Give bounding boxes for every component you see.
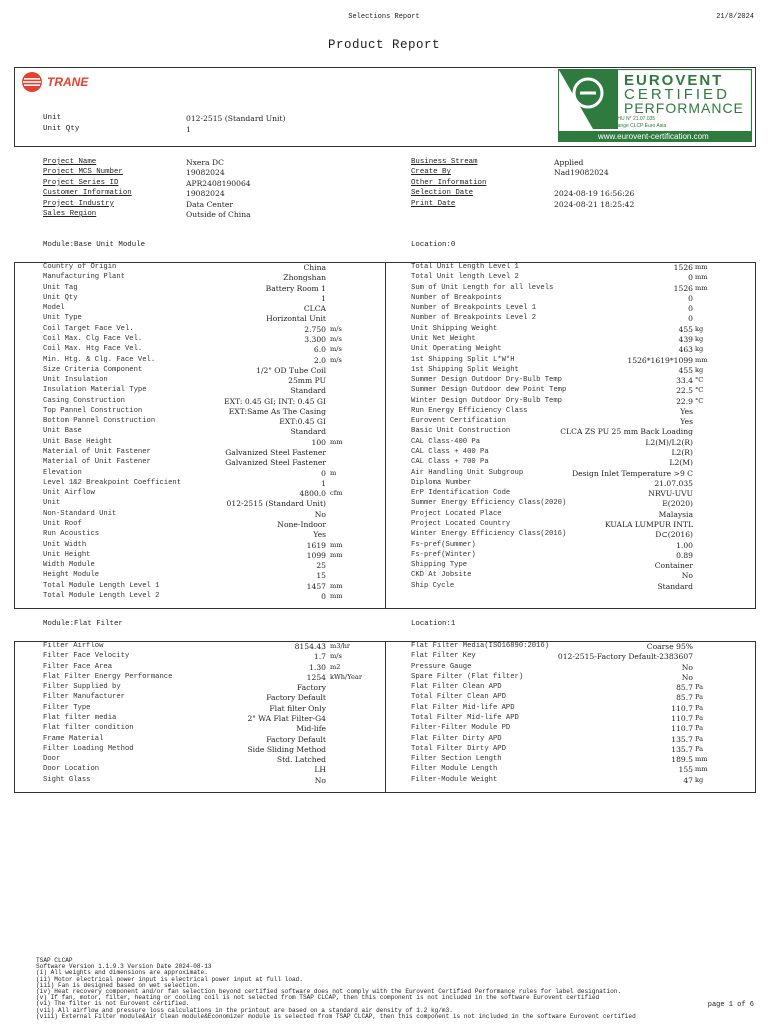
spec-label: Filter Airflow [43,642,104,650]
spec-label: Flat Filter Mid-life APD [411,703,515,712]
spec-value: 100 [311,437,326,447]
trane-logo [20,71,100,93]
spec-unit: Pa [695,683,704,692]
spec-value: Zhongshan [283,273,326,283]
spec-unit: cfm [330,489,343,498]
spec-unit: m/s [330,324,342,333]
spec-value: 33.4 [676,376,693,386]
spec-value: Yes [680,406,693,416]
spec-value: Std. Latched [276,755,326,765]
section-column-divider [385,262,386,609]
spec-label: Unit Width [43,540,87,549]
spec-label: Pressure Gauge [411,662,472,671]
spec-value: Factory [296,683,326,693]
spec-value: 1099 [306,550,326,560]
spec-label: Total Filter Clean APD [411,693,506,702]
spec-value: 0 [688,273,693,283]
spec-value: 1.7 [313,652,326,662]
spec-value: EXT:Same As The Casing [228,406,326,416]
spec-value: Malaysia [658,509,693,519]
spec-unit: mm [330,591,343,600]
spec-label: Unit Shipping Weight [411,324,498,333]
footer-note-line: TSAP CLCAP [36,957,73,964]
spec-value: 6.0 [313,345,326,355]
spec-value: 1526 [673,263,693,272]
spec-label: Filter Supplied by [43,683,121,692]
spec-label: Filter Loading Method [43,744,134,753]
spec-label: Air Handling Unit Subgroup [411,468,524,477]
spec-label: Non-Standard Unit [43,509,117,518]
spec-value: LH [314,765,326,775]
spec-value: L2(M) [669,458,693,468]
spec-value: 439 [678,334,693,344]
spec-value: Standard [657,581,693,591]
spec-value: No [681,672,693,682]
section-location-title: Location:1 [411,620,456,628]
spec-unit: mm [695,273,708,282]
spec-value: 1457 [306,581,326,591]
spec-label: Width Module [43,561,95,570]
spec-label: Run Acoustics [43,530,100,539]
spec-value: Factory Default [266,734,326,744]
spec-value: No [314,509,326,519]
spec-value: Yes [313,530,326,540]
spec-unit: m/s [330,334,342,343]
spec-value: China [303,263,326,272]
spec-unit: mm [695,755,708,764]
eurovent-range: Range CLCP Euro Asia [614,123,667,129]
spec-value: 1526*1619*1099 [627,355,693,365]
footer-note-line: (iii) Fan is designed based on wet selection. [36,981,201,989]
spec-label: Number of Breakpoints [411,293,502,302]
spec-unit: m/s [330,355,342,364]
spec-value: 012-2515 (Standard Unit) [226,499,326,509]
spec-label: Total Unit Length Level 1 [411,263,519,271]
spec-unit: m2 [330,662,341,671]
spec-label: Level 1&2 Breakpoint Coefficient [43,478,182,487]
spec-unit: mm [330,540,343,549]
spec-label: Filter-Filter Module PD [411,724,511,733]
spec-label: Unit Base [43,427,82,436]
spec-label: CAL Class-400 Pa [411,437,481,446]
spec-unit: m [330,468,337,477]
spec-label: Unit Net Weight [411,334,476,343]
spec-value: 0 [321,591,326,601]
spec-value: EXT: 0.45 GI; INT: 0.45 GI [224,396,326,406]
spec-label: Unit Airflow [43,489,95,498]
spec-unit: Pa [695,724,704,733]
spec-unit: kg [695,775,704,784]
spec-value: 0.89 [676,550,693,560]
spec-label: 1st Shipping Split L*W*H [411,355,515,364]
spec-label: Door Location [43,765,100,774]
spec-unit: kWh/Year [330,672,363,681]
spec-label: Flat filter media [43,713,117,722]
spec-label: Total Filter Dirty APD [411,744,506,753]
project-field-value: Data Center [186,199,233,209]
project-field-label: Project Name [43,158,97,166]
spec-value: 25mm PU [288,376,326,386]
spec-value: Factory Default [266,693,326,703]
spec-label: CAL Class + 700 Pa [411,458,489,467]
spec-value: 1 [321,293,326,303]
project-field-label: Other Information [411,178,487,187]
spec-value: No [314,775,326,785]
spec-unit: kg [695,334,704,343]
unit-label: Unit [43,114,62,122]
spec-value: 189.5 [671,755,693,765]
spec-label: Elevation [43,468,82,477]
project-field-label: Sales Region [43,210,97,218]
spec-label: Spare Filter (Flat filter) [411,672,524,681]
spec-unit: Pa [695,713,704,722]
spec-label: Unit Height [43,550,91,559]
page-title: Product Report [327,38,441,52]
spec-unit: mm [695,355,708,364]
footer-notes [36,958,636,1020]
spec-value: Flat filter Only [269,703,326,713]
spec-label: Unit Insulation [43,376,108,385]
spec-value: CLCA [303,304,326,314]
spec-label: Shipping Type [411,561,468,570]
spec-label: Sight Glass [43,775,91,784]
spec-value: Standard [290,427,326,437]
eurovent-line2: CERTIFIED [624,86,730,103]
spec-label: Bottom Pannel Construction [43,417,156,426]
spec-label: Flat Filter Key [411,652,476,661]
spec-label: Flat Filter Clean APD [411,683,502,692]
unit-qty-value: 1 [186,125,191,134]
spec-label: Winter Design Outdoor Dry-Bulb Temp [411,396,562,405]
spec-label: Fs-pref(Summer) [411,540,476,549]
project-field-label: Project Industry [43,199,114,208]
spec-label: Total Filter Mid-life APD [411,713,519,722]
spec-value: 1254 [306,672,326,682]
unit-qty-label: Unit Qty [43,125,80,133]
spec-label: Filter-Module Weight [411,775,498,784]
spec-value: 455 [678,365,693,375]
spec-unit: Pa [695,693,704,702]
spec-value: Design Inlet Temperature >9 C [572,468,693,478]
section-location-title: Location:0 [411,241,456,249]
trane-logo-text: TRANE [47,75,89,89]
spec-value: 0 [321,468,326,478]
spec-label: Material of Unit Fastener [43,448,151,457]
spec-value: 1.30 [309,662,326,672]
spec-value: 012-2515-Factory Default-2383607 [557,652,693,662]
eurovent-certified-badge [558,69,752,142]
spec-value: 110.7 [671,703,693,713]
spec-value: D⊂(2016) [655,530,693,540]
project-field-value: Outside of China [186,210,251,219]
project-field-label: Customer Information [43,189,132,198]
spec-unit: mm [695,263,708,271]
spec-value: Standard [290,386,326,396]
spec-label: Flat Filter Dirty APD [411,734,502,743]
spec-label: Run Energy Efficiency Class [411,406,528,415]
spec-label: Casing Construction [43,396,125,405]
spec-label: Number of Breakpoints Level 2 [411,314,537,323]
project-field-value: 19082024 [186,189,225,199]
footer-note-line: (vii) All airflow and pressure loss calculations in the printout are based on a standard air density of 1.2 kg/m3. [36,1006,453,1014]
spec-value: 2.750 [304,324,326,334]
spec-label: Sum of Unit Length for all levels [411,283,554,292]
spec-label: CKD At Jobsite [411,571,472,580]
spec-label: Coil Max. Htg Face Vel. [43,345,143,354]
report-header-title: Selections Report [348,13,420,21]
project-field-value: 2024-08-19 16:56:26 [554,189,635,199]
spec-value: Mid-life [296,724,326,734]
spec-value: No [681,571,693,581]
page-number: page 1 of 6 [707,1001,754,1009]
project-field-label: Selection Date [411,189,474,198]
spec-label: Ship Cycle [411,581,455,590]
spec-value: 4800.0 [299,489,326,499]
spec-value: 135.7 [671,744,693,754]
spec-value: 155 [678,765,693,775]
spec-value: 15 [316,571,326,581]
spec-value: 1.00 [676,540,693,550]
spec-value: Coarse 95% [646,642,693,651]
spec-unit: m/s [330,345,342,354]
spec-unit: kg [695,345,704,354]
spec-label: Winter Energy Efficiency Class(2016) [411,530,567,539]
spec-value: Yes [680,417,693,427]
spec-label: Project Located Place [411,509,502,518]
spec-value: Side Sliding Method [247,744,326,754]
eurovent-url: www.eurovent-certification.com [598,132,709,141]
spec-unit: mm [695,765,708,774]
spec-label: CAL Class + 400 Pa [411,448,489,457]
spec-value: 25 [316,561,326,571]
spec-label: Filter Module Length [411,765,498,774]
section-column-divider [385,641,386,793]
spec-label: 1st Shipping Split Weight [411,365,519,374]
spec-unit: kg [695,324,704,333]
spec-value: KUALA LUMPUR INTL [604,520,693,529]
spec-label: Insulation Material Type [43,386,147,395]
spec-label: ErP Identification Code [411,489,511,498]
spec-unit: m3/hr [330,642,351,650]
spec-unit: Pa [695,734,704,743]
spec-label: Total Unit length Level 2 [411,273,519,282]
spec-label: Size Criteria Component [43,365,143,374]
spec-label: Flat Filter Energy Performance [43,672,173,681]
spec-value: 22.5 [676,386,693,396]
spec-label: Top Pannel Construction [43,406,143,415]
spec-value: 85.7 [676,683,693,693]
spec-value: Galvanized Steel Fastener [225,458,326,468]
spec-value: 3.300 [304,334,326,344]
footer-note-line: (iv) Heat recovery component and/or fan selection beyond certified software does not comply with the Eurovent Certified Performance rules for label designation. [36,988,622,996]
footer-note-line: (i) All weights and dimensions are approximate. [36,969,208,977]
spec-unit: mm [330,550,343,559]
spec-unit: Pa [695,744,704,753]
spec-value: 1619 [306,540,326,550]
spec-value: 0 [688,314,693,324]
spec-label: Filter Section Length [411,755,502,764]
spec-label: Filter Type [43,703,91,712]
spec-label: Summer Energy Efficiency Class(2020) [411,499,567,508]
spec-unit: m/s [330,652,342,661]
spec-value: 135.7 [671,734,693,744]
spec-label: Project Located Country [411,520,511,528]
spec-label: Country of Origin [43,263,117,271]
footer-note-line: Software Version 1.1.9.3 Version Date 2024-08-13 [36,963,212,971]
project-field-value: Nad19082024 [554,168,609,178]
project-field-label: Print Date [411,199,456,208]
spec-value: 110.7 [671,713,693,723]
spec-value: 2" WA Flat Filter-G4 [247,713,326,723]
spec-value: 1 [321,478,326,488]
footer-note-line: (v) If fan, motor, filter, heating or cooling coil is not selected from TSAP CLCAP, then this component is not included in the software Eurovent certified [36,994,600,1002]
spec-value: 463 [678,345,693,355]
spec-value: None-Indoor [277,520,326,529]
spec-value: Container [654,561,693,571]
spec-value: 0 [688,304,693,314]
spec-label: Unit Qty [43,293,78,302]
spec-unit: °C [695,386,704,395]
spec-label: Unit Type [43,314,82,323]
spec-unit: °C [695,376,704,385]
spec-label: Filter Face Area [43,662,113,671]
spec-label: Flat filter condition [43,724,134,733]
spec-label: Coil Max. Clg Face Vel. [43,334,143,343]
spec-label: Filter Face Velocity [43,652,130,661]
project-field-label: Project MCS Number [43,168,123,177]
spec-value: Horizontal Unit [266,314,326,324]
eurovent-line1: EUROVENT [624,72,724,89]
spec-value: Galvanized Steel Fastener [225,448,326,458]
spec-label: Summer Design Outdoor dew Point Temp [411,386,567,395]
spec-unit: mm [695,283,708,292]
spec-label: Model [43,304,65,313]
section-module-title: Module:Base Unit Module [43,241,146,249]
spec-value: 1/2" OD Tube Coil [256,365,326,375]
spec-label: Unit Base Height [43,437,113,446]
spec-label: Basic Unit Construction [411,427,511,436]
spec-label: Summer Design Outdoor Dry-Bulb Temp [411,376,562,385]
report-date: 21/8/2024 [716,13,754,21]
footer-note-line: (ii) Motor electrical power input is electrical power input at full load. [36,975,303,983]
spec-unit: mm [330,437,343,446]
spec-label: Diploma Number [411,478,472,487]
spec-label: Unit Tag [43,283,78,292]
spec-value: NRVU-UVU [648,489,693,499]
spec-label: Number of Breakpoints Level 1 [411,304,537,313]
spec-value: E(2020) [662,499,693,509]
spec-value: 85.7 [676,693,693,703]
spec-value: EXT:0.45 GI [279,417,326,427]
project-field-value: 19082024 [186,168,225,178]
spec-value: 2.0 [313,355,326,365]
project-field-value: Nxera DC [186,158,224,167]
spec-label: Eurovent Certification [411,417,506,426]
spec-value: CLCA ZS PU 25 mm Back Loading [560,427,693,437]
spec-label: Total Module Length Level 1 [43,581,160,590]
spec-value: 22.9 [676,396,693,406]
spec-label: Material of Unit Fastener [43,458,151,467]
unit-value: 012-2515 (Standard Unit) [186,114,286,123]
spec-value: L2(M)/L2(R) [645,437,693,447]
spec-value: 8154.43 [294,642,326,651]
spec-label: Unit Operating Weight [411,345,502,354]
spec-unit: kg [695,365,704,374]
eurovent-line3: PERFORMANCE [624,100,744,116]
spec-value: 0 [688,293,693,303]
project-field-value: Applied [554,158,584,167]
project-field-label: Business Stream [411,158,478,166]
spec-label: Fs-pref(Winter) [411,550,476,559]
spec-label: Unit [43,499,61,508]
spec-value: 455 [678,324,693,334]
project-field-label: Create By [411,168,451,177]
spec-label: Total Module Length Level 2 [43,591,160,600]
spec-value: Battery Room 1 [265,283,326,293]
spec-label: Filter Manufacturer [43,693,125,702]
spec-label: Coil Target Face Vel. [43,324,134,333]
spec-label: Unit Roof [43,520,82,528]
project-field-label: Project Series ID [43,178,119,187]
spec-label: Height Module [43,571,100,580]
project-field-value: 2024-08-21 18:25:42 [554,199,635,209]
spec-value: 21.07.035 [654,478,693,488]
spec-label: Min. Htg. & Clg. Face Vel. [43,355,156,364]
spec-label: Door [43,755,61,764]
section-module-title: Module:Flat Filter [43,620,123,628]
spec-label: Frame Material [43,734,104,743]
footer-note-line: (vi) The filter is not Eurovent certified. [36,1000,190,1008]
spec-value: 47 [683,775,693,785]
spec-value: 110.7 [671,724,693,734]
spec-unit: °C [695,396,704,405]
spec-label: Flat Filter Media(ISO16890:2016) [411,642,550,650]
footer-note-line: (viii) External Filter module&Air Clean module&Economizer module is selected from TSAP CLCAP, then this component is not included in the software Eurovent certified [36,1012,636,1020]
spec-value: No [681,662,693,672]
eurovent-ahu-number: AHU N° 21.07.035 [614,116,656,122]
spec-unit: mm [330,581,343,590]
spec-unit: Pa [695,703,704,712]
project-field-value: APR2408190064 [186,178,251,188]
spec-value: 1526 [673,283,693,293]
spec-label: Manufacturing Plant [43,273,125,282]
spec-value: L2(R) [671,448,693,458]
